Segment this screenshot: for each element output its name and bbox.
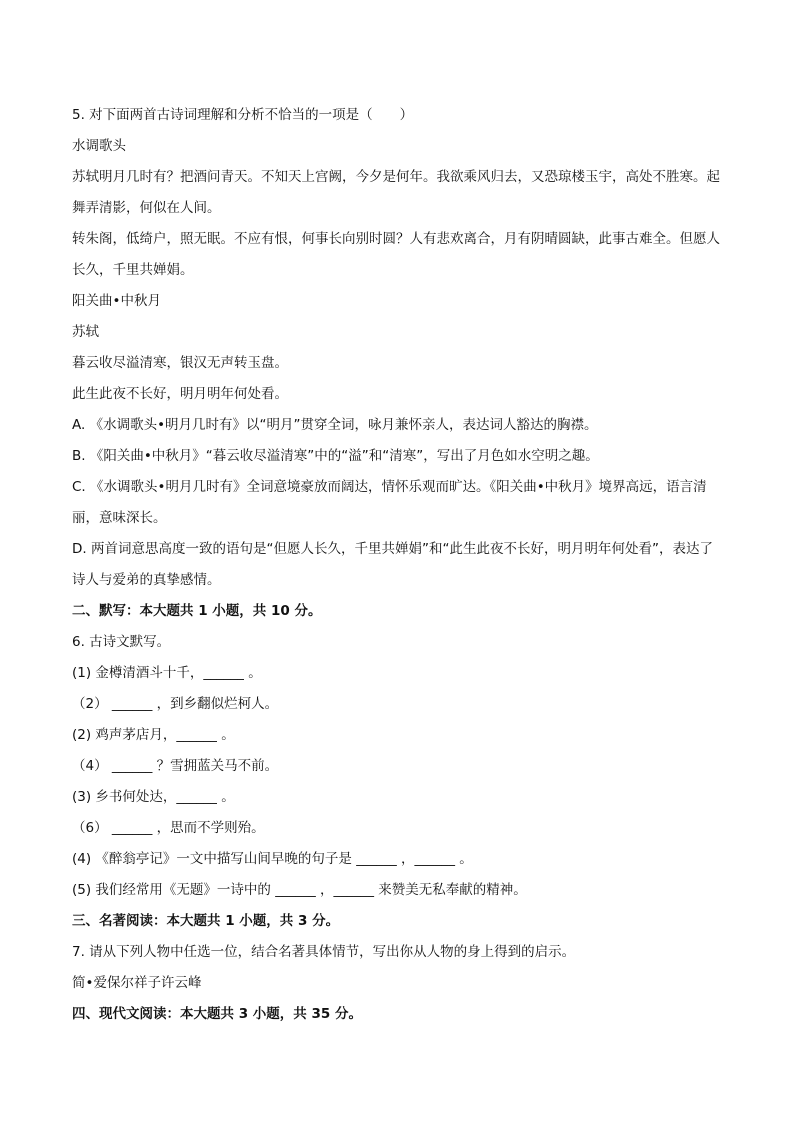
poem-2-title: 阳关曲•中秋月 xyxy=(72,293,161,309)
option-c: C. 《水调歌头•明月几时有》全词意境豪放而阔达，情怀乐观而旷达。《阳关曲•中秋月》境界高远，语言清丽，意味深长。 xyxy=(72,479,707,526)
section-3-heading: 三、名著阅读：本大题共 1 小题，共 3 分。 xyxy=(72,913,340,929)
q6-item-5: (3) 乡书何处达，______ 。 xyxy=(72,789,235,805)
poem-2-line-2: 此生此夜不长好，明月明年何处看。 xyxy=(72,386,288,402)
poem-1-title: 水调歌头 xyxy=(72,138,126,154)
q6-item-4: （4） ______ ？雪拥蓝关马不前。 xyxy=(72,758,279,774)
poem-1-stanza-2: 转朱阁，低绮户，照无眠。不应有恨，何事长向别时圆？人有悲欢离合，月有阴晴圆缺，此事古难全。但愿人长久，千里共婵娟。 xyxy=(72,231,720,278)
poem-1-stanza-1: 苏轼明月几时有？把酒问青天。不知天上宫阙，今夕是何年。我欲乘风归去，又恐琼楼玉宇，高处不胜寒。起舞弄清影，何似在人间。 xyxy=(72,169,720,216)
section-4-heading: 四、现代文阅读：本大题共 3 小题，共 35 分。 xyxy=(72,1006,362,1022)
option-b: B. 《阳关曲•中秋月》“暮云收尽溢清寒”中的“溢”和“清寒”，写出了月色如水空明之趣。 xyxy=(72,448,599,464)
question-7-stem: 7. 请从下列人物中任选一位，结合名著具体情节，写出你从人物的身上得到的启示。 xyxy=(72,944,576,960)
q6-item-6: （6） ______ ，思而不学则殆。 xyxy=(72,820,265,836)
q6-item-7: (4) 《醉翁亭记》一文中描写山间早晚的句子是 ______ ，______ 。 xyxy=(72,851,473,867)
question-6-stem: 6. 古诗文默写。 xyxy=(72,634,171,650)
option-d: D. 两首词意思高度一致的语句是“但愿人长久，千里共婵娟”和“此生此夜不长好，明月明年何处看”，表达了诗人与爱弟的真挚感情。 xyxy=(72,541,713,588)
q6-item-8: (5) 我们经常用《无题》一诗中的 ______ ，______ 来赞美无私奉献的精神。 xyxy=(72,882,527,898)
section-2-heading: 二、默写：本大题共 1 小题，共 10 分。 xyxy=(72,603,322,619)
q6-item-2: （2） ______ ，到乡翻似烂柯人。 xyxy=(72,696,279,712)
q7-characters: 简•爱保尔祥子许云峰 xyxy=(72,975,202,991)
poem-2-line-1: 暮云收尽溢清寒，银汉无声转玉盘。 xyxy=(72,355,288,371)
q6-item-3: (2) 鸡声茅店月，______ 。 xyxy=(72,727,235,743)
q6-item-1: (1) 金樽清酒斗十千，______ 。 xyxy=(72,665,262,681)
poem-2-author: 苏轼 xyxy=(72,324,99,340)
document-content xyxy=(72,100,724,1030)
option-a: A. 《水调歌头•明月几时有》以“明月”贯穿全词，咏月兼怀亲人，表达词人豁达的胸襟。 xyxy=(72,417,598,433)
question-5-stem: 5. 对下面两首古诗词理解和分析不恰当的一项是（ ） xyxy=(72,107,414,123)
